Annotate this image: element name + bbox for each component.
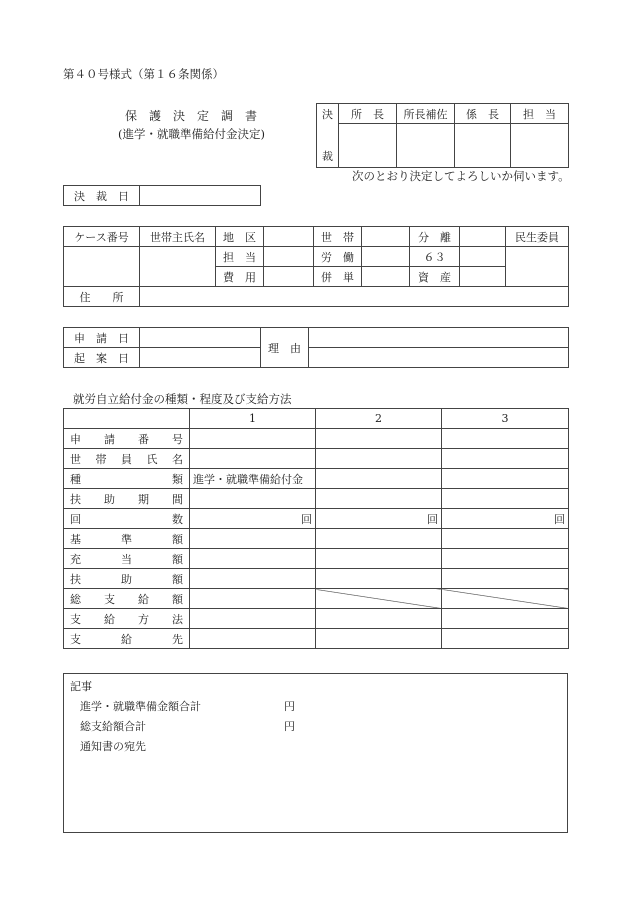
section-title: 就労自立給付金の種類・程度及び支給方法 [73,392,292,406]
address-field[interactable] [140,287,569,307]
notes-grand-total-label: 総支給額合計 [80,720,146,733]
count-unit-2: 回 [316,509,442,529]
assets-label: 資 産 [410,267,460,287]
row-label: 支給方法 [64,609,190,629]
total-payment-2-crossed [316,589,442,609]
row-label: 回数 [64,509,190,529]
tanto-field[interactable] [264,247,314,267]
welfare-commissioner-header: 民生委員 [506,227,569,247]
row-payee [64,629,569,649]
household-field[interactable] [362,227,410,247]
member-name-1[interactable] [190,449,316,469]
approval-header-chief: 係 長 [455,104,511,124]
benefit-header-blank [64,409,190,429]
payment-method-3[interactable] [442,609,569,629]
document-title: 保 護 決 定 調 書 [125,109,258,123]
standard-amount-1[interactable] [190,529,316,549]
notes-prep-total-label: 進学・就職準備金額合計 [80,700,201,713]
row-aid-amount [64,569,569,589]
row-period [64,489,569,509]
labor-value: ６３ [410,247,460,267]
row-label: 総支給額 [64,589,190,609]
separation-label: 分 離 [410,227,460,247]
column-header-2: 2 [316,409,442,429]
reason-label: 理 由 [261,328,309,368]
head-name-header: 世帯主氏名 [140,227,216,247]
case-number-header: ケース番号 [64,227,140,247]
application-table [63,327,569,368]
combined-label: 併 単 [314,267,362,287]
row-label: 扶助期間 [64,489,190,509]
application-date-field[interactable] [140,328,261,348]
expense-field[interactable] [264,267,314,287]
application-number-2[interactable] [316,429,442,449]
period-3[interactable] [442,489,569,509]
aid-amount-2[interactable] [316,569,442,589]
notes-title: 記事 [70,680,92,693]
notes-grand-total-unit: 円 [284,720,295,733]
combined-field[interactable] [362,267,410,287]
approval-side-top: 決 [317,104,339,124]
row-label: 申請番号 [64,429,190,449]
column-header-3: 3 [442,409,569,429]
kind-value-1: 進学・就職準備給付金 [190,469,316,489]
draft-date-label: 起 案 日 [64,348,140,368]
welfare-commissioner-field[interactable] [506,247,569,287]
application-date-label: 申 請 日 [64,328,140,348]
application-number-3[interactable] [442,429,569,449]
row-label: 扶助額 [64,569,190,589]
approval-header-deputy: 所長補佐 [397,104,455,124]
row-total-payment [64,589,569,609]
standard-amount-3[interactable] [442,529,569,549]
approval-stamp-chief[interactable] [455,124,511,168]
expense-label: 費 用 [216,267,264,287]
row-payment-method [64,609,569,629]
row-label: 世帯員氏名 [64,449,190,469]
total-payment-1[interactable] [190,589,316,609]
column-header-1: 1 [190,409,316,429]
labor-field[interactable] [362,247,410,267]
notes-box[interactable] [63,673,568,833]
separation-field[interactable] [460,227,506,247]
form-number: 第４０号様式（第１６条関係） [63,67,224,81]
case-table [63,226,569,307]
allocation-amount-2[interactable] [316,549,442,569]
period-1[interactable] [190,489,316,509]
standard-amount-2[interactable] [316,529,442,549]
approval-header-staff: 担 当 [511,104,569,124]
allocation-amount-3[interactable] [442,549,569,569]
household-label: 世 帯 [314,227,362,247]
decision-date-table [63,185,261,206]
tanto-label: 担 当 [216,247,264,267]
period-2[interactable] [316,489,442,509]
approval-stamp-deputy[interactable] [397,124,455,168]
aid-amount-3[interactable] [442,569,569,589]
row-allocation-amount [64,549,569,569]
reason-field-2[interactable] [309,348,569,368]
row-label: 支給先 [64,629,190,649]
payee-1[interactable] [190,629,316,649]
benefit-table [63,408,569,649]
count-unit-3: 回 [442,509,569,529]
document-subtitle: (進学・就職準備給付金決定) [118,127,265,141]
case-number-field[interactable] [64,247,140,287]
district-field[interactable] [264,227,314,247]
decision-date-field[interactable] [140,186,261,206]
row-member-name [64,449,569,469]
payee-3[interactable] [442,629,569,649]
assets-field[interactable] [460,267,506,287]
aid-amount-1[interactable] [190,569,316,589]
labor-extra-field[interactable] [460,247,506,267]
count-unit-1: 回 [190,509,316,529]
allocation-amount-1[interactable] [190,549,316,569]
row-count [64,509,569,529]
address-label: 住 所 [64,287,140,307]
approval-stamp-director[interactable] [339,124,397,168]
payment-method-2[interactable] [316,609,442,629]
application-number-1[interactable] [190,429,316,449]
row-label: 種類 [64,469,190,489]
member-name-3[interactable] [442,449,569,469]
request-text: 次のとおり決定してよろしいか伺います。 [352,169,570,183]
decision-date-label: 決 裁 日 [64,186,140,206]
payee-2[interactable] [316,629,442,649]
row-kind [64,469,569,489]
head-name-field[interactable] [140,247,216,287]
payment-method-1[interactable] [190,609,316,629]
row-standard-amount [64,529,569,549]
reason-field-1[interactable] [309,328,569,348]
member-name-2[interactable] [316,449,442,469]
row-application-number [64,429,569,449]
approval-header-director: 所 長 [339,104,397,124]
approval-stamp-staff[interactable] [511,124,569,168]
approval-table [316,103,569,168]
district-label: 地 区 [216,227,264,247]
draft-date-field[interactable] [140,348,261,368]
labor-label: 労 働 [314,247,362,267]
notes-notice-recipient: 通知書の宛先 [80,740,146,753]
kind-2[interactable] [316,469,442,489]
kind-3[interactable] [442,469,569,489]
total-payment-3-crossed [442,589,569,609]
row-label: 充当額 [64,549,190,569]
approval-side-bottom: 裁 [317,124,339,168]
row-label: 基準額 [64,529,190,549]
notes-prep-total-unit: 円 [284,700,295,713]
